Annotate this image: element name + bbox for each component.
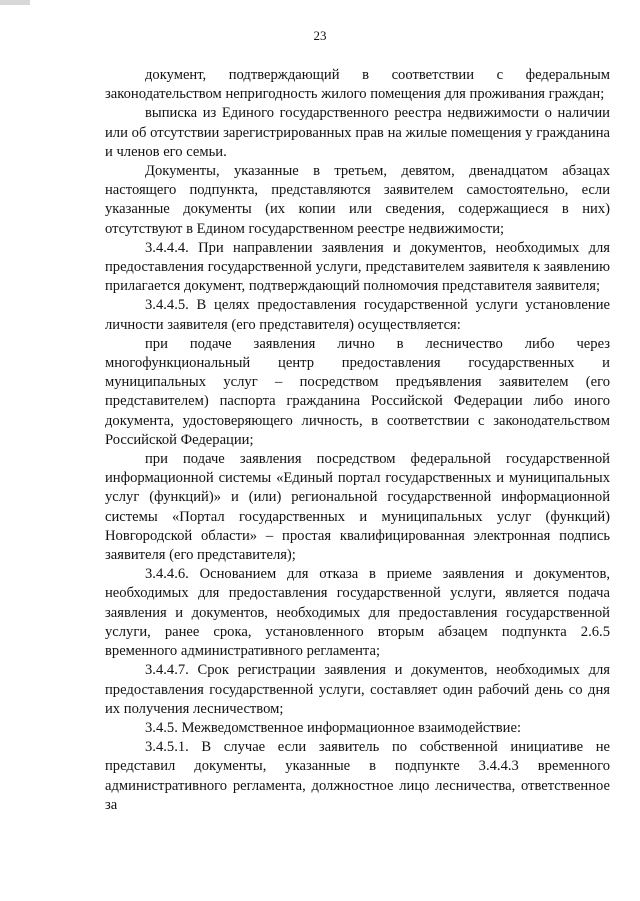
paragraph-portal-submission: при подаче заявления посредством федеральной государственной информационной системы «Единый портал государственных и муниципальных услуг (функций)» и (или) региональной государственной информационной системы «Портал государственных и муниципальных услуг (функций) Новгородской области» – простая квалифицированная электронная подпись заявителя (его представителя);: [105, 451, 610, 564]
paragraph-3-4-5-1: 3.4.5.1. В случае если заявитель по собственной инициативе не представил документы, указанные в подпункте 3.4.4.3 временного административного регламента, должностное лицо лесничества, ответственное за: [105, 739, 610, 813]
paragraph-document-unfit-housing: документ, подтверждающий в соответствии с федеральным законодательством непригодность жилого помещения для проживания граждан;: [105, 67, 610, 103]
paragraph-3-4-4-5: 3.4.4.5. В целях предоставления государственной услуги установление личности заявителя (его представителя) осуществляется:: [105, 297, 610, 333]
paragraph-documents-self-submitted: Документы, указанные в третьем, девятом, двенадцатом абзацах настоящего подпункта, представляются заявителем самостоятельно, если указанные документы (их копии или сведения, содержащиеся в них) отсутствуют в Едином государственном реестре недвижимости;: [105, 163, 610, 237]
paragraph-3-4-5: 3.4.5. Межведомственное информационное взаимодействие:: [145, 719, 522, 736]
scan-artifact: [0, 0, 30, 5]
paragraph-3-4-4-7: 3.4.4.7. Срок регистрации заявления и документов, необходимых для предоставления государственной услуги, составляет один рабочий день со дня их получения лесничеством;: [105, 662, 610, 717]
paragraph-3-4-4-4: 3.4.4.4. При направлении заявления и документов, необходимых для предоставления государственной услуги, представителем заявителя к заявлению прилагается документ, подтверждающий полномочия представителя заявителя;: [105, 239, 610, 295]
page-number: 23: [313, 28, 327, 43]
paragraph-registry-extract: выписка из Единого государственного реестра недвижимости о наличии или об отсутствии зарегистрированных прав на жилые помещения у гражданина и членов его семьи.: [105, 105, 610, 160]
paragraph-in-person-submission: при подаче заявления лично в лесничество либо через многофункциональный центр предоставления государственных и муниципальных услуг – посредством предъявления заявителем (его представителем) паспорта гражданина Российской Федерации либо иного документа, удостоверяющего личность, в соответствии с законодательством Российской Федерации;: [105, 335, 610, 448]
document-body: [105, 66, 610, 815]
paragraph-3-4-4-6: 3.4.4.6. Основанием для отказа в приеме заявления и документов, необходимых для предоставления государственной услуги, является подача заявления и документов, необходимых для предоставления государственной услуги, ранее срока, установленного вторым абзацем подпункта 2.6.5 временного административного регламента;: [105, 566, 610, 660]
